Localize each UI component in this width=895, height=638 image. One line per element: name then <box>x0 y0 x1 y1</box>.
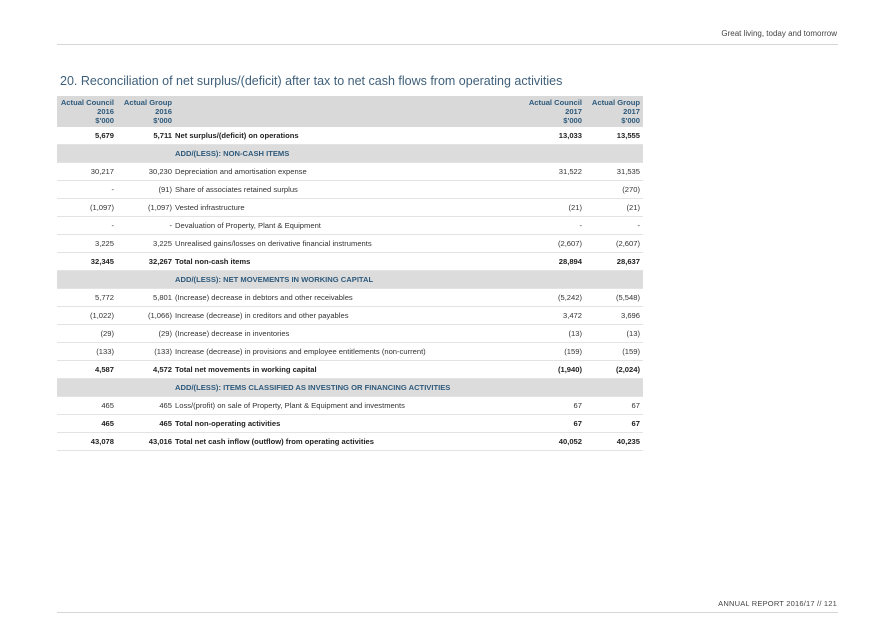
value-cell: (270) <box>585 181 643 199</box>
table-row <box>57 217 643 235</box>
column-header-line: Actual Council <box>60 98 114 107</box>
value-cell: 43,078 <box>57 433 117 451</box>
value-cell: 5,679 <box>57 127 117 145</box>
column-header <box>527 96 585 127</box>
value-cell: - <box>585 217 643 235</box>
bottom-divider <box>57 612 838 613</box>
section-title: 20. Reconciliation of net surplus/(deficit) after tax to net cash flows from operating activities <box>60 74 563 88</box>
value-cell <box>527 379 585 397</box>
table-row <box>57 397 643 415</box>
value-cell: 4,572 <box>117 361 175 379</box>
value-cell <box>57 145 117 163</box>
value-cell: 28,894 <box>527 253 585 271</box>
column-header <box>117 96 175 127</box>
total-row <box>57 433 643 451</box>
value-cell: 30,217 <box>57 163 117 181</box>
column-header-line: Actual Group <box>123 98 172 107</box>
row-label: Increase (decrease) in creditors and other payables <box>175 307 527 325</box>
value-cell: (21) <box>527 199 585 217</box>
value-cell: 43,016 <box>117 433 175 451</box>
value-cell: 30,230 <box>117 163 175 181</box>
section-header-row <box>57 145 643 163</box>
value-cell: 13,555 <box>585 127 643 145</box>
row-label: ADD/(LESS): NET MOVEMENTS IN WORKING CAPITAL <box>175 271 527 289</box>
value-cell: - <box>57 181 117 199</box>
column-header-line: $'000 <box>95 116 114 125</box>
value-cell: 40,235 <box>585 433 643 451</box>
value-cell: 32,267 <box>117 253 175 271</box>
value-cell: (2,024) <box>585 361 643 379</box>
value-cell: 4,587 <box>57 361 117 379</box>
table-row <box>57 325 643 343</box>
value-cell <box>527 271 585 289</box>
column-header <box>585 96 643 127</box>
row-label: ADD/(LESS): ITEMS CLASSIFIED AS INVESTING OR FINANCING ACTIVITIES <box>175 379 527 397</box>
top-divider <box>57 44 838 45</box>
value-cell: (2,607) <box>585 235 643 253</box>
row-label: Loss/(profit) on sale of Property, Plant & Equipment and investments <box>175 397 527 415</box>
column-header <box>175 96 527 127</box>
value-cell: (91) <box>117 181 175 199</box>
row-label: Share of associates retained surplus <box>175 181 527 199</box>
value-cell: 67 <box>527 397 585 415</box>
value-cell: (1,097) <box>57 199 117 217</box>
value-cell <box>57 271 117 289</box>
value-cell: - <box>57 217 117 235</box>
value-cell <box>585 379 643 397</box>
value-cell: (159) <box>585 343 643 361</box>
value-cell: 3,225 <box>57 235 117 253</box>
value-cell: 3,696 <box>585 307 643 325</box>
row-label: ADD/(LESS): NON-CASH ITEMS <box>175 145 527 163</box>
column-header-line: 2016 <box>97 107 114 116</box>
value-cell: (13) <box>585 325 643 343</box>
value-cell: 28,637 <box>585 253 643 271</box>
value-cell: 465 <box>57 397 117 415</box>
row-label: (Increase) decrease in debtors and other receivables <box>175 289 527 307</box>
value-cell: 465 <box>117 415 175 433</box>
column-header-line: Actual Council <box>528 98 582 107</box>
section-header-row <box>57 271 643 289</box>
value-cell <box>585 271 643 289</box>
column-header-line: 2016 <box>155 107 172 116</box>
value-cell: - <box>527 217 585 235</box>
total-row <box>57 361 643 379</box>
value-cell: (21) <box>585 199 643 217</box>
value-cell <box>527 181 585 199</box>
table-row <box>57 181 643 199</box>
row-label: Vested infrastructure <box>175 199 527 217</box>
value-cell: (13) <box>527 325 585 343</box>
table-row <box>57 163 643 181</box>
value-cell: (29) <box>57 325 117 343</box>
value-cell: 67 <box>527 415 585 433</box>
row-label: Total non-operating activities <box>175 415 527 433</box>
value-cell <box>585 145 643 163</box>
value-cell: 13,033 <box>527 127 585 145</box>
table-row <box>57 235 643 253</box>
column-header-line: $'000 <box>153 116 172 125</box>
value-cell: 5,711 <box>117 127 175 145</box>
value-cell: (1,066) <box>117 307 175 325</box>
total-row <box>57 415 643 433</box>
value-cell <box>117 145 175 163</box>
reconciliation-table <box>57 96 643 451</box>
value-cell: 67 <box>585 415 643 433</box>
row-label: Unrealised gains/losses on derivative financial instruments <box>175 235 527 253</box>
page-footer: ANNUAL REPORT 2016/17 // 121 <box>718 599 837 608</box>
value-cell: (159) <box>527 343 585 361</box>
value-cell: (1,097) <box>117 199 175 217</box>
section-header-row <box>57 379 643 397</box>
table-row <box>57 307 643 325</box>
value-cell: (5,242) <box>527 289 585 307</box>
value-cell: 5,772 <box>57 289 117 307</box>
row-label: Total net cash inflow (outflow) from operating activities <box>175 433 527 451</box>
value-cell: 465 <box>117 397 175 415</box>
value-cell <box>527 145 585 163</box>
value-cell: (2,607) <box>527 235 585 253</box>
row-label: Devaluation of Property, Plant & Equipment <box>175 217 527 235</box>
value-cell: 67 <box>585 397 643 415</box>
column-header-line: 2017 <box>565 107 582 116</box>
column-header-line: 2017 <box>623 107 640 116</box>
row-label: Depreciation and amortisation expense <box>175 163 527 181</box>
row-label: Increase (decrease) in provisions and employee entitlements (non-current) <box>175 343 527 361</box>
value-cell: (1,022) <box>57 307 117 325</box>
column-header-line: $'000 <box>621 116 640 125</box>
row-label: (Increase) decrease in inventories <box>175 325 527 343</box>
table-row <box>57 289 643 307</box>
value-cell: 5,801 <box>117 289 175 307</box>
column-header-line: $'000 <box>563 116 582 125</box>
value-cell: 3,472 <box>527 307 585 325</box>
value-cell <box>117 379 175 397</box>
row-label: Net surplus/(deficit) on operations <box>175 127 527 145</box>
value-cell: (133) <box>57 343 117 361</box>
total-row <box>57 253 643 271</box>
value-cell: (133) <box>117 343 175 361</box>
value-cell: - <box>117 217 175 235</box>
table-row <box>57 199 643 217</box>
total-row <box>57 127 643 145</box>
value-cell: 465 <box>57 415 117 433</box>
value-cell: 40,052 <box>527 433 585 451</box>
value-cell <box>57 379 117 397</box>
table-row <box>57 343 643 361</box>
value-cell: 32,345 <box>57 253 117 271</box>
page-tagline: Great living, today and tomorrow <box>721 29 837 38</box>
row-label: Total non-cash items <box>175 253 527 271</box>
value-cell <box>117 271 175 289</box>
value-cell: (1,940) <box>527 361 585 379</box>
value-cell: 31,522 <box>527 163 585 181</box>
column-header-line: Actual Group <box>591 98 640 107</box>
value-cell: 31,535 <box>585 163 643 181</box>
value-cell: (29) <box>117 325 175 343</box>
row-label: Total net movements in working capital <box>175 361 527 379</box>
value-cell: 3,225 <box>117 235 175 253</box>
column-header <box>57 96 117 127</box>
table-header-row <box>57 96 643 127</box>
value-cell: (5,548) <box>585 289 643 307</box>
